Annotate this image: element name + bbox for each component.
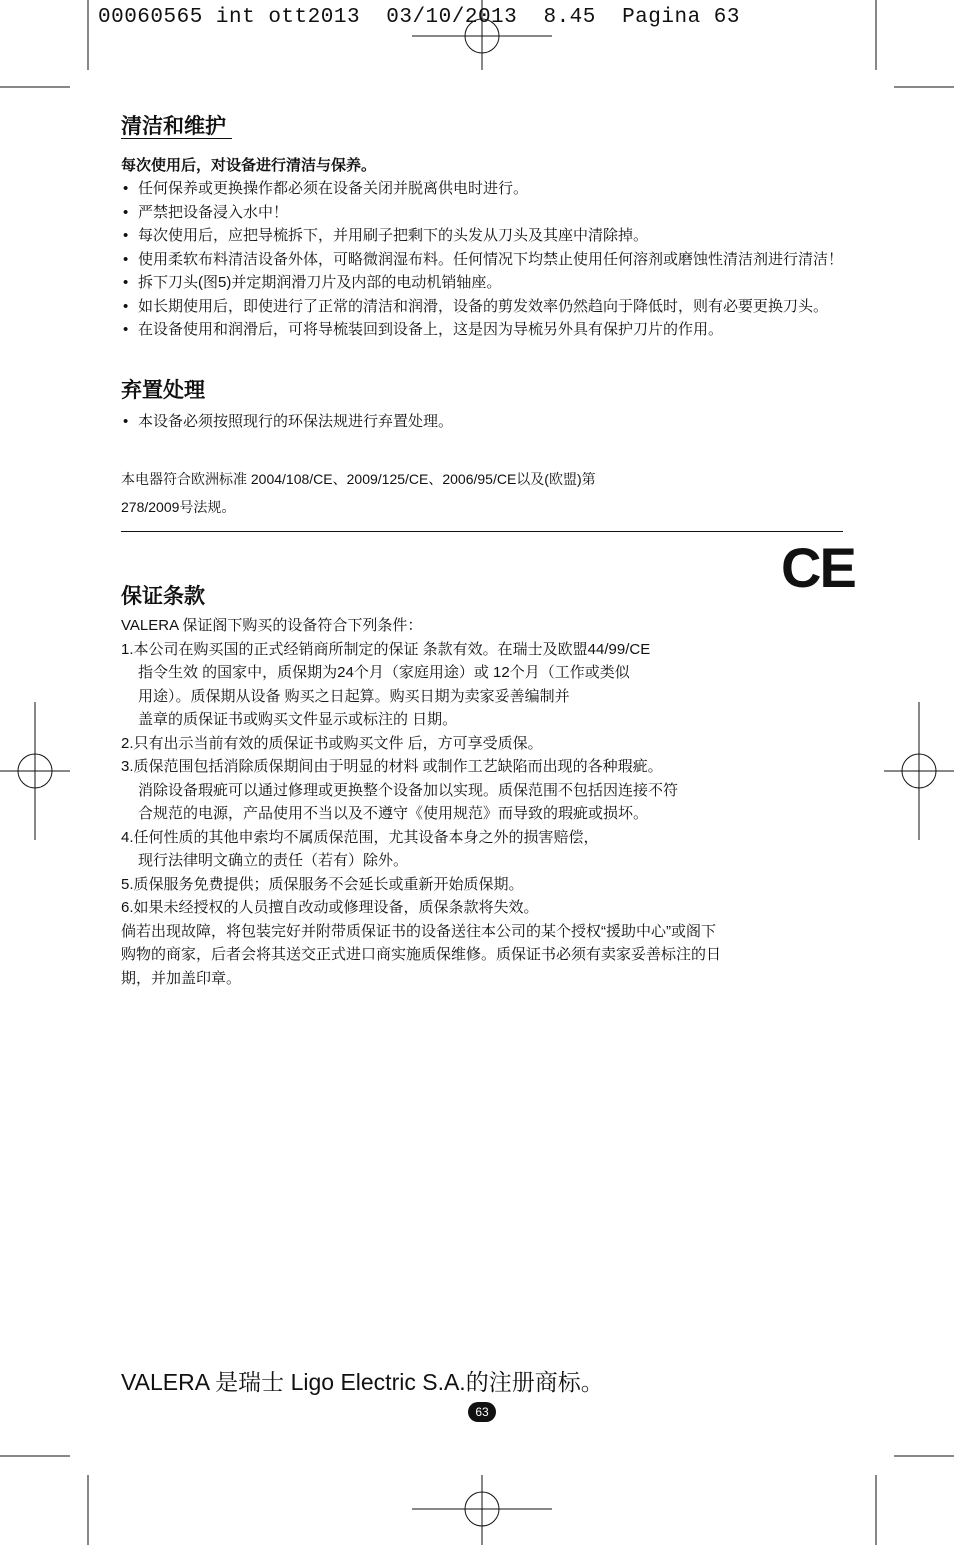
warranty-intro: VALERA 保证阁下购买的设备符合下列条件： — [121, 617, 423, 634]
compliance-line: 278/2009号法规。 — [121, 499, 236, 515]
page-number-badge: 63 — [468, 1402, 496, 1422]
warranty-body — [121, 614, 843, 990]
warranty-line: 6.如果未经授权的人员擅自改动或修理设备，质保条款将失效。 — [121, 899, 539, 916]
warranty-line: 消除设备瑕疵可以通过修理或更换整个设备加以实现。质保范围不包括因连接不符 — [138, 781, 679, 799]
list-item: • 如长期使用后，即使进行了正常的清洁和润滑，设备的剪发效率仍然趋向于降低时，则有必要更换刀头。 — [121, 296, 843, 318]
warranty-line: 购物的商家，后者会将其送交正式进口商实施质保维修。质保证书必须有卖家妥善标注的日 — [121, 946, 722, 963]
warranty-line: 指令生效 的国家中，质保期为24个月（家庭用途）或 12个月（工作或类似 — [138, 664, 630, 681]
warranty-line: 4.任何性质的其他申索均不属质保范围，尤其设备本身之外的损害赔偿， — [121, 828, 599, 846]
warranty-line: 用途）。质保期从设备 购买之日起算。购买日期为卖家妥善编制并 — [138, 687, 570, 705]
disposal-list — [121, 411, 843, 433]
compliance-statement — [121, 465, 691, 521]
divider — [121, 531, 843, 532]
warranty-line: 5.质保服务免费提供；质保服务不会延长或重新开始质保期。 — [121, 875, 524, 893]
cleaning-list — [121, 178, 843, 341]
warranty-line: 盖章的质保证书或购买文件显示或标注的 日期。 — [138, 711, 458, 728]
page-content — [121, 112, 843, 990]
ce-mark-icon: CE — [781, 536, 855, 599]
list-item: • 使用柔软布料清洁设备外体，可略微润湿布料。任何情况下均禁止使用任何溶剂或磨蚀性清洁剂进行清洁！ — [121, 249, 843, 271]
print-slug: 00060565 int ott2013 03/10/2013 8.45 Pagina 63 — [98, 6, 741, 29]
warranty-section — [121, 582, 843, 990]
cleaning-title: 清洁和维护 — [121, 112, 843, 142]
warranty-line: 期，并加盖印章。 — [121, 969, 242, 987]
disposal-section — [121, 376, 843, 433]
warranty-line: 2.只有出示当前有效的质保证书或购买文件 后，方可享受质保。 — [121, 734, 543, 752]
warranty-line: 1.本公司在购买国的正式经销商所制定的保证 条款有效。在瑞士及欧盟44/99/CE — [121, 640, 651, 658]
warranty-line: 倘若出现故障，将包装完好并附带质保证书的设备送往本公司的某个授权“援助中心”或阁下 — [121, 922, 716, 940]
warranty-line: 3.质保范围包括消除质保期间由于明显的材料 或制作工艺缺陷而出现的各种瑕疵。 — [121, 758, 663, 775]
compliance-line: 本电器符合欧洲标准 2004/108/CE、2009/125/CE、2006/95/CE以及(欧盟)第 — [121, 471, 596, 487]
disposal-title: 弃置处理 — [121, 379, 205, 402]
list-item: • 严禁把设备浸入水中！ — [121, 202, 843, 224]
list-item: • 本设备必须按照现行的环保法规进行弃置处理。 — [121, 411, 843, 433]
list-item: • 任何保养或更换操作都必须在设备关闭并脱离供电时进行。 — [121, 178, 843, 200]
list-item: • 拆下刀头(图5)并定期润滑刀片及内部的电动机销轴座。 — [121, 272, 843, 294]
list-item: • 每次使用后，应把导梳拆下，并用刷子把剩下的头发从刀头及其座中清除掉。 — [121, 225, 843, 247]
warranty-line: 合规范的电源，产品使用不当以及不遵守《使用规范》而导致的瑕疵或损坏。 — [138, 805, 649, 822]
trademark-notice: VALERA 是瑞士 Ligo Electric S.A.的注册商标。 — [121, 1369, 604, 1395]
warranty-title: 保证条款 — [121, 585, 205, 608]
cleaning-lead: 每次使用后，对设备进行清洁与保养。 — [121, 157, 377, 174]
cleaning-section — [121, 112, 843, 341]
warranty-line: 现行法律明文确立的责任（若有）除外。 — [138, 852, 409, 869]
list-item: • 在设备使用和润滑后，可将导梳装回到设备上，这是因为导梳另外具有保护刀片的作用。 — [121, 319, 843, 341]
